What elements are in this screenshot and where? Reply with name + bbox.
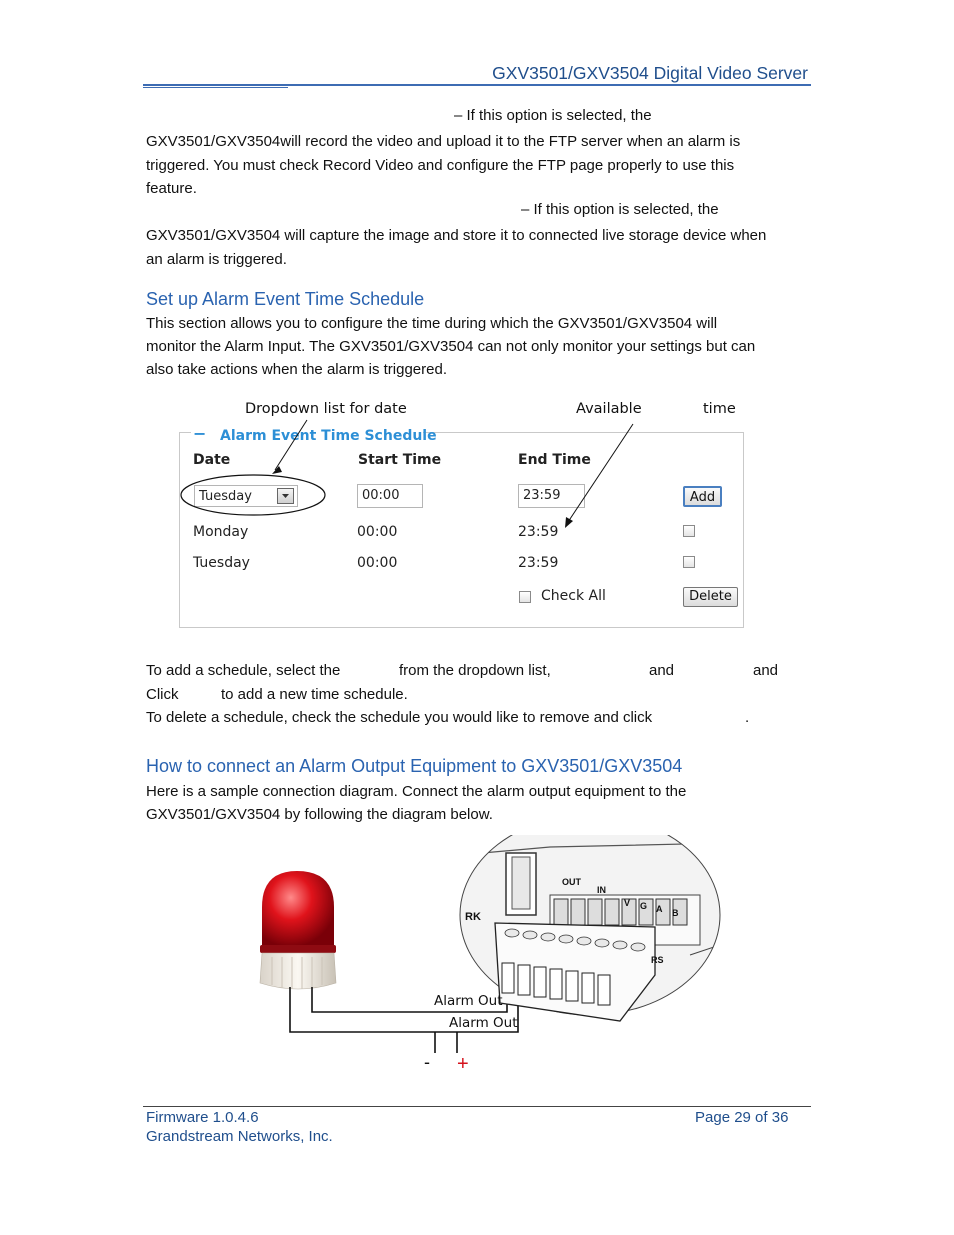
collapse-icon[interactable]: − xyxy=(193,424,207,443)
instr-delete-end: . xyxy=(745,709,750,726)
date-select-value: Tuesday xyxy=(199,489,252,504)
instr-add-part3: and xyxy=(649,662,675,679)
footer-rule xyxy=(143,1106,811,1107)
row1-day: Monday xyxy=(193,524,249,540)
section-heading-schedule: Set up Alarm Event Time Schedule xyxy=(146,289,425,309)
delete-button[interactable]: Delete xyxy=(683,587,738,607)
row1-end: 23:59 xyxy=(518,524,559,540)
ftp-text-line3: triggered. You must check Record Video and configure the FTP page properly to use this xyxy=(146,157,735,174)
live-text-line1: – If this option is selected, the xyxy=(521,201,719,218)
alarm-out-label-1: Alarm Out xyxy=(434,993,503,1009)
plus-sign: + xyxy=(457,1053,469,1075)
live-text-line3: an alarm is triggered. xyxy=(146,251,287,268)
annotation-dropdown: Dropdown list for date xyxy=(245,401,407,417)
row2-day: Tuesday xyxy=(193,555,250,571)
section-heading-alarm-output: How to connect an Alarm Output Equipment to GXV3501/GXV3504 xyxy=(146,756,683,776)
section2-text-line1: Here is a sample connection diagram. Connect the alarm output equipment to the xyxy=(146,783,687,800)
minus-sign: - xyxy=(424,1052,430,1072)
col-header-end: End Time xyxy=(518,452,591,468)
instr-click: Click xyxy=(146,686,179,703)
row1-start: 00:00 xyxy=(357,524,398,540)
end-time-input[interactable]: 23:59 xyxy=(518,484,585,508)
ftp-text-line2: GXV3501/GXV3504will record the video and upload it to the FTP server when an alarm is xyxy=(146,133,741,150)
ftp-text-line4: feature. xyxy=(146,180,197,197)
check-all-label: Check All xyxy=(541,588,606,604)
footer-company: Grandstream Networks, Inc. xyxy=(146,1128,333,1145)
available-arrow-line xyxy=(568,424,633,522)
section1-text-line3: also take actions when the alarm is triggered. xyxy=(146,361,447,378)
live-text-line2: GXV3501/GXV3504 will capture the image and store it to connected live storage device when xyxy=(146,227,767,244)
label-v: V xyxy=(624,898,631,908)
label-in: IN xyxy=(597,885,606,895)
add-button[interactable]: Add xyxy=(683,486,722,507)
instr-add-part2: from the dropdown list, xyxy=(399,662,551,679)
col-header-date: Date xyxy=(193,452,231,468)
row2-start: 00:00 xyxy=(357,555,398,571)
instr-click-rest: to add a new time schedule. xyxy=(221,686,408,703)
annotation-time: time xyxy=(703,401,736,417)
instr-delete: To delete a schedule, check the schedule you would like to remove and click xyxy=(146,709,653,726)
label-rs: RS xyxy=(651,955,664,965)
dropdown-highlight-ellipse xyxy=(181,475,325,515)
footer-firmware: Firmware 1.0.4.6 xyxy=(146,1109,259,1126)
annotation-available: Available xyxy=(576,401,642,417)
instr-add-part1: To add a schedule, select the xyxy=(146,662,341,679)
page-header-title: GXV3501/GXV3504 Digital Video Server xyxy=(492,63,808,83)
terminal-block xyxy=(495,923,655,1021)
alarm-lamp xyxy=(260,871,336,989)
label-g: G xyxy=(640,901,648,911)
label-b: B xyxy=(672,908,679,918)
col-header-start: Start Time xyxy=(358,452,442,468)
section2-text-line2: GXV3501/GXV3504 by following the diagram below. xyxy=(146,806,493,823)
instr-add-part4: and xyxy=(753,662,779,679)
dropdown-arrow-line xyxy=(275,420,307,470)
available-arrow-head xyxy=(565,517,573,528)
row2-end: 23:59 xyxy=(518,555,559,571)
ftp-text-line1: – If this option is selected, the xyxy=(454,107,652,124)
label-a: A xyxy=(656,904,663,914)
label-rk: RK xyxy=(465,911,481,923)
footer-page-number: Page 29 of 36 xyxy=(695,1109,789,1126)
start-time-input[interactable]: 00:00 xyxy=(357,484,423,508)
alarm-out-label-2: Alarm Out xyxy=(449,1015,518,1031)
section1-text-line1: This section allows you to configure the time during which the GXV3501/GXV3504 will xyxy=(146,315,718,332)
label-out: OUT xyxy=(562,877,581,887)
schedule-panel-title: Alarm Event Time Schedule xyxy=(220,428,437,444)
section1-text-line2: monitor the Alarm Input. The GXV3501/GXV3504 can not only monitor your settings but can xyxy=(146,338,756,355)
